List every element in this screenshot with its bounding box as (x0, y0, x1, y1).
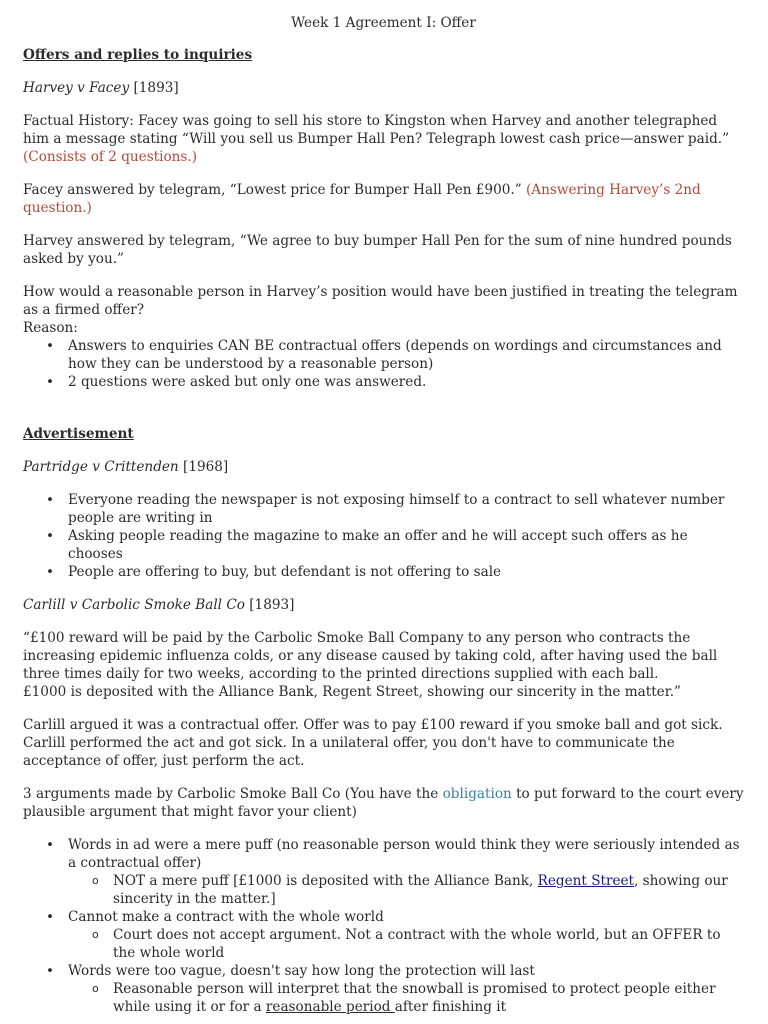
sub-list-item (68, 980, 744, 1016)
paragraph-text: Factual History: Facey was going to sell his store to Kingston when Harvey and another telegraphed him a message stating “Will you sell us Bumper Hall Pen? Telegraph lowest cash price—answer paid.” (23, 113, 730, 147)
annotation-note: (Answering Harvey’s 2nd question.) (23, 182, 701, 216)
list-item: • Everyone reading the newspaper is not exposing himself to a contract to sell whatever number people are writing in (23, 491, 744, 527)
paragraph-text: to put forward to the court every plausible argument that might favor your client) (23, 786, 744, 820)
case-year: [1893] (244, 597, 295, 613)
list-item: • People are offering to buy, but defendant is not offering to sale (23, 563, 744, 581)
arguments-intro-paragraph (23, 785, 744, 821)
case-title-partridge (23, 458, 744, 476)
sub-list (68, 926, 744, 962)
list-item: • Asking people reading the magazine to make an offer and he will accept such offers as he chooses (23, 527, 744, 563)
paragraph-text: 3 arguments made by Carbolic Smoke Ball Co (You have the (23, 786, 443, 802)
case-year: [1968] (178, 459, 229, 475)
list-item-text: , showing our sincerity in the matter.] (113, 873, 728, 907)
case-name: Carlill v Carbolic Smoke Ball Co (23, 597, 245, 613)
list-item-text: after finishing it (394, 999, 507, 1015)
facey-reply-paragraph (23, 181, 744, 217)
paragraph-text: Facey answered by telegram, “Lowest price for Bumper Hall Pen £900.” (23, 182, 526, 198)
sub-list-item: o Court does not accept argument. Not a contract with the whole world, but an OFFER to the whole world (68, 926, 744, 962)
partridge-list (23, 491, 744, 581)
list-item-text: Cannot make a contract with the whole world (68, 909, 384, 925)
case-title-carlill (23, 596, 744, 614)
list-item-text: Words were too vague, doesn't say how long the protection will last (68, 963, 535, 979)
reason-label: Reason: (23, 320, 78, 336)
list-item (23, 836, 744, 908)
section-heading-offers: Offers and replies to inquiries (23, 47, 253, 63)
sub-list (68, 872, 744, 908)
list-item-text: Reasonable person will interpret that the snowball is promised to protect people either while using it or for a (113, 981, 716, 1015)
case-name: Partridge v Crittenden (23, 459, 179, 475)
advert-quote: “£100 reward will be paid by the Carbolic Smoke Ball Company to any person who contracts the increasing epidemic influenza colds, or any disease caused by taking cold, after having used the ball three times daily for two weeks, according to the printed directions supplied with each ball. (23, 630, 718, 682)
annotation-note: (Consists of 2 questions.) (23, 149, 198, 165)
carlill-argument-paragraph: Carlill argued it was a contractual offer. Offer was to pay £100 reward if you smoke ball and got sick. Carlill performed the act and got sick. In a unilateral offer, you don't have to communicate the acceptance of offer, just perform the act. (23, 717, 723, 769)
case-year: [1893] (129, 80, 179, 96)
section-heading-advertisement: Advertisement (23, 426, 134, 442)
list-item (23, 908, 744, 962)
advert-quote-deposit: £1000 is deposited with the Alliance Bank, Regent Street, showing our sincerity in the matter.” (23, 684, 681, 700)
question-paragraph: How would a reasonable person in Harvey’s position would have been justified in treating the telegram as a firmed offer? (23, 284, 738, 318)
page-title: Week 1 Agreement I: Offer (291, 15, 476, 31)
list-item (23, 962, 744, 1016)
underlined-text: reasonable period (265, 999, 395, 1015)
reason-list (23, 337, 744, 391)
list-item-text: NOT a mere puff [£1000 is deposited with the Alliance Bank, (113, 873, 538, 889)
spacer (23, 391, 744, 425)
list-item: • Answers to enquiries CAN BE contractual offers (depends on wordings and circumstances and how they can be understood by a reasonable person) (23, 337, 744, 373)
regent-street-link[interactable]: Regent Street (537, 873, 635, 889)
list-item: • 2 questions were asked but only one was answered. (23, 373, 744, 391)
factual-history-paragraph (23, 112, 744, 166)
case-name: Harvey v Facey (23, 80, 130, 96)
arguments-list (23, 836, 744, 1016)
sub-list-item (68, 872, 744, 908)
list-item-text: Words in ad were a mere puff (no reasonable person would think they were seriously intended as a contractual offer) (68, 837, 740, 871)
obligation-link[interactable]: obligation (442, 786, 512, 802)
harvey-reply-paragraph: Harvey answered by telegram, “We agree to buy bumper Hall Pen for the sum of nine hundred pounds asked by you.” (23, 233, 732, 267)
case-title-harvey (23, 79, 744, 97)
sub-list (68, 980, 744, 1016)
